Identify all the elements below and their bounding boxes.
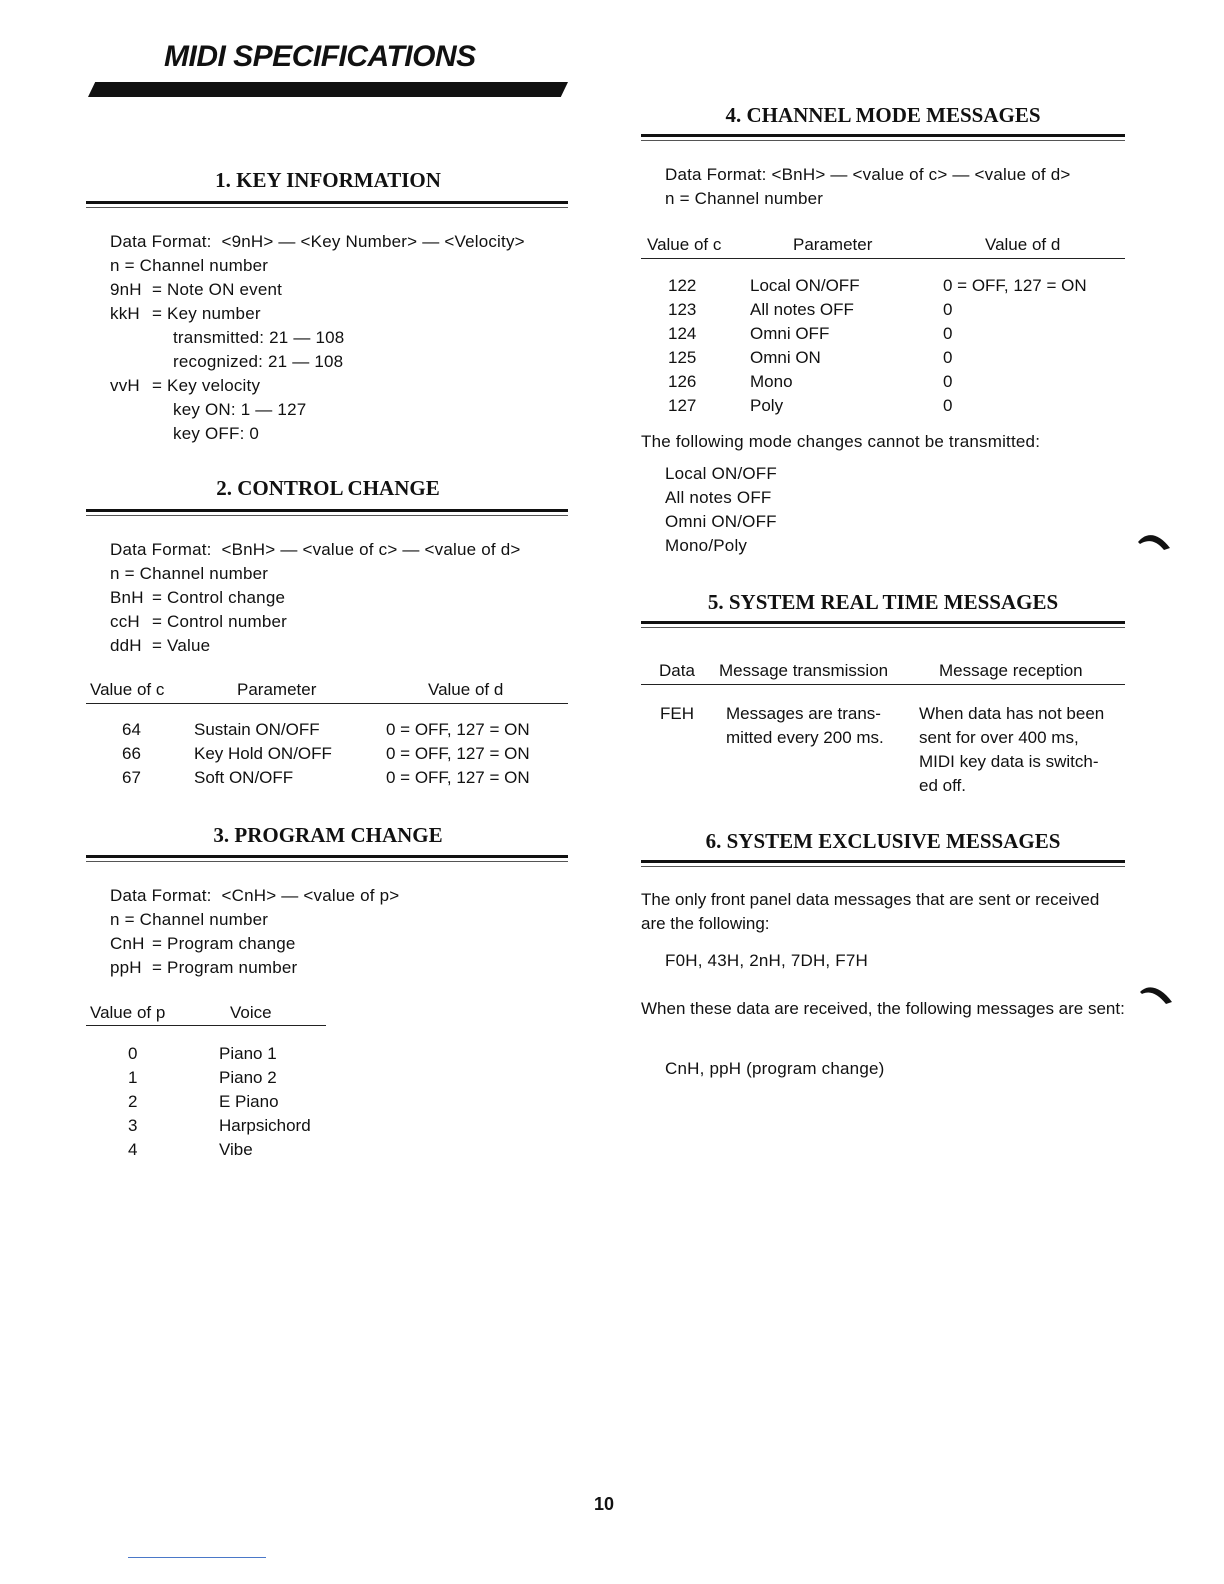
rt-header-reception: Message reception [939,661,1083,680]
program-change-pph: ppH = Program number [110,958,298,977]
exclusive-para-2: When these data are received, the following messages are sent: [641,999,1125,1018]
footer-line [128,1557,266,1558]
key-info-transmitted: transmitted: 21 — 108 [173,328,345,347]
table-cell: 127 [668,396,697,415]
rt-header-transmission: Message transmission [719,661,889,680]
key-info-recognized: recognized: 21 — 108 [173,352,344,371]
cc-header-parameter: Parameter [237,680,317,699]
margin-mark-icon [1136,530,1172,552]
control-change-cch: ccH = Control number [110,612,288,631]
key-info-channel: n = Channel number [110,256,269,275]
list-item: Omni ON/OFF [665,512,777,531]
table-cell: mitted every 200 ms. [726,728,884,747]
key-info-note-on: 9nH = Note ON event [110,280,283,299]
control-change-format: Data Format: <BnH> — <value of c> — <value of d> [110,540,521,559]
table-cell: 67 [122,768,141,787]
channel-mode-note: The following mode changes cannot be transmitted: [641,432,1041,451]
table-cell: Piano 2 [219,1068,277,1087]
control-change-channel: n = Channel number [110,564,269,583]
cc-header-value-d: Value of d [428,680,504,699]
exclusive-heading: 6. SYSTEM EXCLUSIVE MESSAGES [705,829,1061,853]
table-cell: 0 = OFF, 127 = ON [386,744,530,763]
table-cell: Omni OFF [750,324,830,343]
table-cell: Key Hold ON/OFF [194,744,332,763]
key-info-heading: 1. KEY INFORMATION [215,168,441,192]
table-cell: Piano 1 [219,1044,277,1063]
table-cell: Omni ON [750,348,821,367]
table-cell: 0 [943,396,953,415]
program-change-channel: n = Channel number [110,910,269,929]
table-cell: Harpsichord [219,1116,311,1135]
control-change-ddh: ddH = Value [110,636,211,655]
cm-header-value-d: Value of d [985,235,1061,254]
table-cell: 0 [943,372,953,391]
table-cell: 1 [128,1068,138,1087]
table-cell: sent for over 400 ms, [919,728,1079,747]
control-change-bnh: BnH = Control change [110,588,286,607]
table-cell: Mono [750,372,793,391]
program-change-cnh: CnH = Program change [110,934,296,953]
page-title: MIDI SPECIFICATIONS [164,40,476,73]
control-change-rule [86,509,568,512]
program-change-format: Data Format: <CnH> — <value of p> [110,886,400,905]
realtime-rule [641,621,1125,624]
rt-header-data: Data [659,661,695,680]
table-cell: 124 [668,324,697,343]
cm-header-parameter: Parameter [793,235,873,254]
page-number: 10 [593,1494,615,1514]
table-cell: Sustain ON/OFF [194,720,320,739]
table-cell: 0 [128,1044,138,1063]
rt-table-rule [641,684,1125,685]
key-info-key-off: key OFF: 0 [173,424,260,443]
table-cell: 125 [668,348,697,367]
pc-header-voice: Voice [230,1003,272,1022]
cm-header-value-c: Value of c [647,235,722,254]
table-cell: All notes OFF [750,300,854,319]
key-info-key-number: kkH = Key number [110,304,261,323]
table-cell: Soft ON/OFF [194,768,294,787]
table-cell: Poly [750,396,784,415]
table-cell: FEH [660,704,694,723]
table-cell: 123 [668,300,697,319]
table-cell: Local ON/OFF [750,276,860,295]
table-cell: 0 = OFF, 127 = ON [386,720,530,739]
table-cell: When data has not been [919,704,1105,723]
key-info-format: Data Format: <9nH> — <Key Number> — <Velocity> [110,232,525,251]
list-item: Local ON/OFF [665,464,777,483]
margin-mark-icon [1138,982,1174,1006]
key-info-velocity: vvH = Key velocity [110,376,261,395]
table-cell: 64 [122,720,141,739]
exclusive-rule [641,860,1125,863]
table-cell: 122 [668,276,697,295]
table-cell: Vibe [219,1140,253,1159]
table-cell: 0 = OFF, 127 = ON [943,276,1087,295]
table-cell: 0 [943,324,953,343]
channel-mode-format: Data Format: <BnH> — <value of c> — <value of d> [665,165,1071,184]
channel-mode-channel: n = Channel number [665,189,824,208]
table-cell: 2 [128,1092,138,1111]
table-cell: MIDI key data is switch- [919,752,1099,771]
table-cell: 66 [122,744,141,763]
channel-mode-heading: 4. CHANNEL MODE MESSAGES [725,103,1041,127]
list-item: Mono/Poly [665,536,748,555]
key-info-key-on: key ON: 1 — 127 [173,400,307,419]
list-item: All notes OFF [665,488,772,507]
realtime-heading: 5. SYSTEM REAL TIME MESSAGES [707,590,1059,614]
exclusive-reply: CnH, ppH (program change) [665,1059,885,1078]
table-cell: 4 [128,1140,138,1159]
control-change-heading: 2. CONTROL CHANGE [216,476,440,500]
key-info-rule [86,201,568,204]
table-cell: 126 [668,372,697,391]
table-cell: 0 = OFF, 127 = ON [386,768,530,787]
table-cell: 3 [128,1116,138,1135]
channel-mode-rule [641,134,1125,137]
pc-table-rule [86,1025,326,1026]
program-change-rule [86,855,568,858]
table-cell: 0 [943,348,953,367]
table-cell: 0 [943,300,953,319]
cm-table-rule [641,258,1125,259]
pc-header-value-p: Value of p [90,1003,166,1022]
cc-header-value-c: Value of c [90,680,165,699]
exclusive-para-1: The only front panel data messages that are sent or received are the following: [641,890,1100,933]
program-change-heading: 3. PROGRAM CHANGE [213,823,443,847]
title-underline-bar [88,82,568,97]
table-cell: E Piano [219,1092,279,1111]
table-cell: Messages are trans- [726,704,881,723]
table-cell: ed off. [919,776,966,795]
exclusive-codes: F0H, 43H, 2nH, 7DH, F7H [665,951,868,970]
cc-table-rule [86,703,568,704]
